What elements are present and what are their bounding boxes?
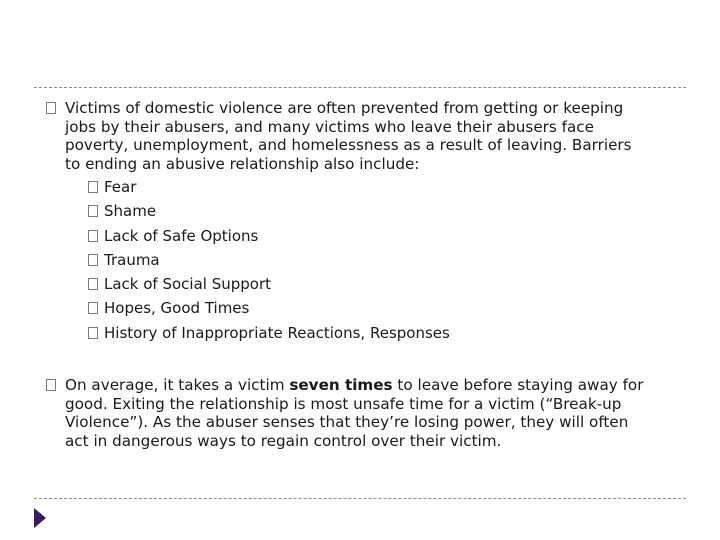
list-item: Shame <box>88 199 646 223</box>
emphasis-seven-times: seven times <box>289 376 393 394</box>
bullet-barriers-text: Victims of domestic violence are often prevented from getting or keeping jobs by their abusers, and many victims who leave their abusers face poverty, unemployment, and homelessness as a result of leaving. Barriers to ending an abusive relationship also include: <box>65 99 632 173</box>
bullet-box-icon <box>46 379 56 391</box>
bullet-box-icon <box>88 327 98 339</box>
list-item: History of Inappropriate Reactions, Responses <box>88 321 646 345</box>
bullet-box-icon <box>88 205 98 217</box>
list-item: Hopes, Good Times <box>88 296 646 320</box>
list-item: Fear <box>88 175 646 199</box>
list-item: Lack of Social Support <box>88 272 646 296</box>
list-item: Lack of Safe Options <box>88 224 646 248</box>
bullet-barriers <box>46 99 646 345</box>
bullet-box-icon <box>88 254 98 266</box>
bullet-box-icon <box>88 302 98 314</box>
bullet-box-icon <box>88 230 98 242</box>
bullet-seven-times-text: On average, it takes a victim seven times to leave before staying away for good. Exiting the relationship is most unsafe time for a victim (“Break-up Violence”). As the abuser senses that they’re losing power, they will often act in dangerous ways to regain control over their victim. <box>65 376 644 450</box>
bullet-box-icon <box>46 102 56 114</box>
next-slide-arrow-icon[interactable] <box>34 508 46 528</box>
bullet-box-icon <box>88 278 98 290</box>
bullet-box-icon <box>88 181 98 193</box>
top-divider <box>34 87 686 88</box>
bottom-divider <box>34 498 686 499</box>
barriers-list <box>46 175 646 345</box>
list-item: Trauma <box>88 248 646 272</box>
bullet-seven-times <box>46 376 646 450</box>
